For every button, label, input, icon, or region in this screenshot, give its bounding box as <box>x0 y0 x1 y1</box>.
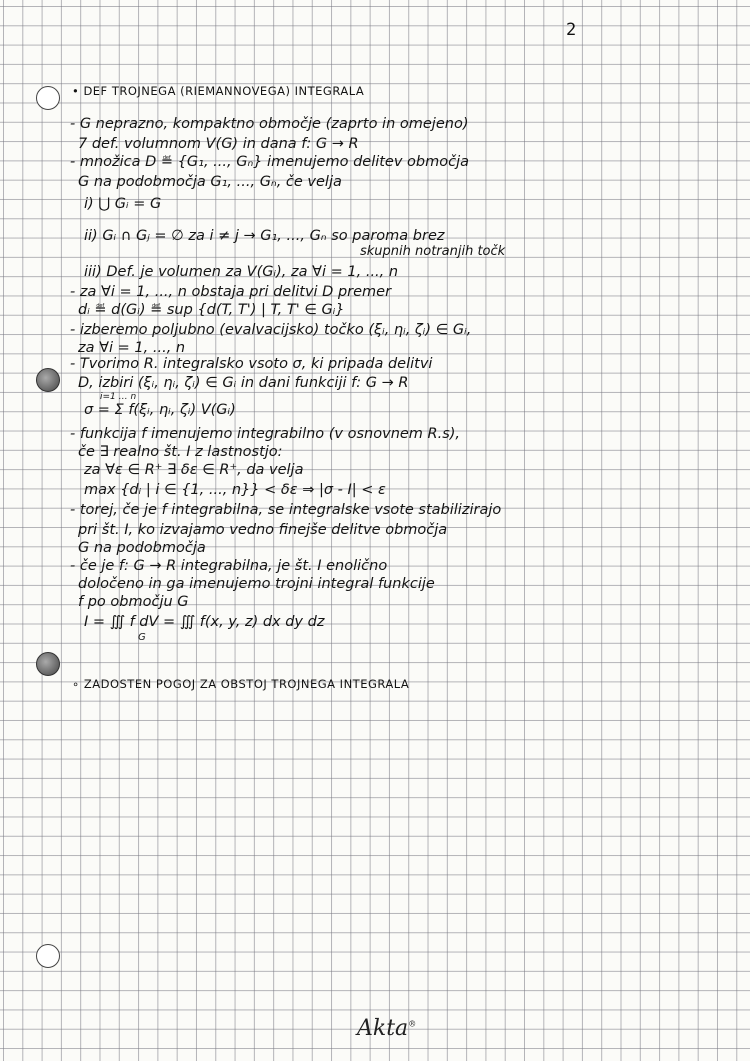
heading-definition: • DEF TROJNEGA (RIEMANNOVEGA) INTEGRALA <box>72 84 365 98</box>
binder-hole <box>36 944 60 968</box>
binder-hole <box>36 86 60 110</box>
binder-hole <box>36 652 60 676</box>
handwritten-line: - torej, če je f integrabilna, se integralske vsote stabilizirajo <box>70 502 502 518</box>
handwritten-line: - če je f: G → R integrabilna, je št. I enolično <box>70 558 388 574</box>
handwritten-line: iii) Def. je volumen za V(Gᵢ), za ∀i = 1, ..., n <box>84 264 399 280</box>
handwritten-line: ii) Gᵢ ∩ Gⱼ = ∅ za i ≠ j → G₁, ..., Gₙ so paroma brez <box>84 228 445 244</box>
handwritten-line: - G neprazno, kompaktno območje (zaprto in omejeno) <box>70 116 469 132</box>
handwritten-line: G na podobmočja G₁, ..., Gₙ, če velja <box>78 174 342 190</box>
handwritten-line: I = ∭ f dV = ∭ f(x, y, z) dx dy dz <box>84 614 325 630</box>
handwritten-line: - funkcija f imenujemo integrabilno (v osnovnem R.s), <box>70 426 461 442</box>
handwritten-line: za ∀i = 1, ..., n <box>78 340 186 356</box>
handwritten-line: G na podobmočja <box>78 540 206 556</box>
brand-logo: Akta® <box>357 1016 417 1041</box>
handwritten-line: f po območju G <box>78 594 189 610</box>
handwritten-line: max {dᵢ | i ∈ {1, ..., n}} < δε ⇒ |σ - I| < ε <box>84 482 386 498</box>
handwritten-line: - množica D ≝ {G₁, ..., Gₙ} imenujemo delitev območja <box>70 154 470 170</box>
page-number: 2 <box>566 20 577 40</box>
sum-limits: i=1 … n <box>100 392 137 402</box>
handwritten-line: določeno in ga imenujemo trojni integral funkcije <box>78 576 435 592</box>
handwritten-line: če ∃ realno št. I z lastnostjo: <box>78 444 283 460</box>
handwritten-line: - Tvorimo R. integralsko vsoto σ, ki pripada delitvi <box>70 356 433 372</box>
handwritten-line: σ = Σ f(ξᵢ, ηᵢ, ζᵢ) V(Gᵢ) <box>84 402 236 418</box>
handwritten-line: pri št. I, ko izvajamo vedno finejše delitve območja <box>78 522 448 538</box>
heading-sufficient-condition: ∘ ZADOSTEN POGOJ ZA OBSTOJ TROJNEGA INTEGRALA <box>72 677 410 691</box>
handwritten-line: i) ⋃ Gᵢ = G <box>84 196 162 212</box>
binder-hole <box>36 368 60 392</box>
integral-subscript: G <box>138 632 146 643</box>
handwritten-line: dᵢ ≝ d(Gᵢ) ≝ sup {d(T, T') | T, T' ∈ Gᵢ} <box>78 302 345 318</box>
handwritten-line: D, izbiri (ξᵢ, ηᵢ, ζᵢ) ∈ Gᵢ in dani funkciji f: G → R <box>78 375 409 391</box>
handwritten-line: 7 def. volumnom V(G) in dana f: G → R <box>78 136 359 152</box>
handwritten-line: - za ∀i = 1, ..., n obstaja pri delitvi D premer <box>70 284 392 300</box>
handwritten-line: za ∀ε ∈ R⁺ ∃ δε ∈ R⁺, da velja <box>84 462 304 478</box>
handwritten-line: - izberemo poljubno (evalvacijsko) točko (ξᵢ, ηᵢ, ζᵢ) ∈ Gᵢ, <box>70 322 472 338</box>
handwritten-line: skupnih notranjih točk <box>360 244 506 259</box>
